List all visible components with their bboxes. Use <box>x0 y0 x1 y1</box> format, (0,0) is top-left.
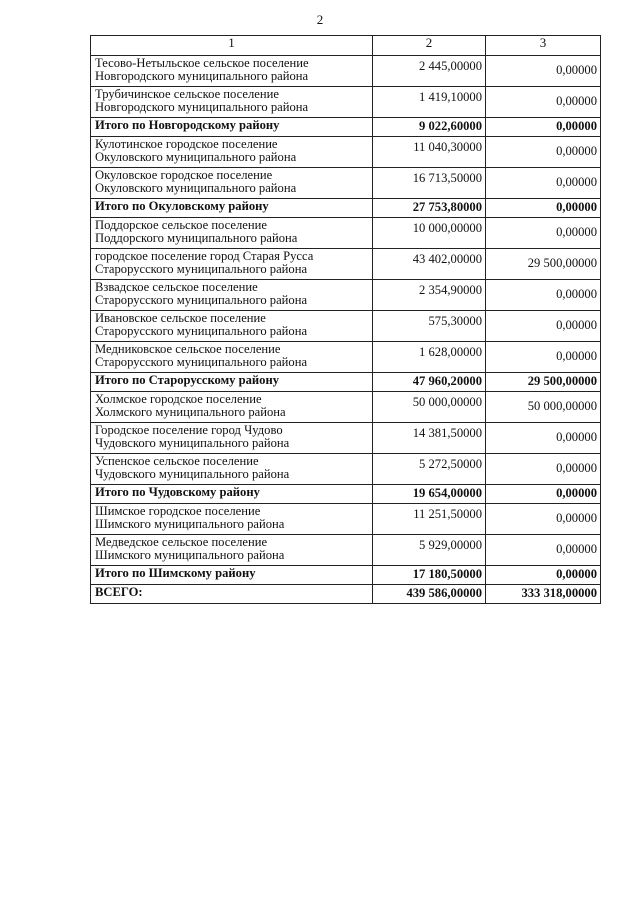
row-name-line: Итого по Шимскому району <box>95 566 256 580</box>
row-name-line: ВСЕГО: <box>95 585 143 599</box>
row-name-line: Шимского муниципального района <box>95 547 285 562</box>
table-total-row <box>91 585 601 604</box>
row-name-line: Окуловского муниципального района <box>95 149 297 164</box>
row-name-line: Итого по Чудовскому району <box>95 485 260 499</box>
table-row <box>91 249 601 280</box>
row-value-col2: 575,30000 <box>373 311 486 342</box>
table-total-row <box>91 118 601 137</box>
row-name-cell <box>91 218 373 249</box>
row-name-line: Трубичинское сельское поселение <box>95 87 279 101</box>
row-value-col3: 0,00000 <box>486 199 601 218</box>
table-row <box>91 342 601 373</box>
row-value-col3: 0,00000 <box>486 168 601 199</box>
row-name-line: Итого по Старорусскому району <box>95 373 280 387</box>
row-name-cell <box>91 137 373 168</box>
row-value-col3: 0,00000 <box>486 56 601 87</box>
column-header-1: 1 <box>91 36 373 56</box>
row-value-col3: 29 500,00000 <box>486 373 601 392</box>
row-value-col2: 27 753,80000 <box>373 199 486 218</box>
row-value-col2: 5 929,00000 <box>373 535 486 566</box>
row-name-line: Шимское городское поселение <box>95 504 261 518</box>
row-name-line: Чудовского муниципального района <box>95 466 290 481</box>
row-name-cell <box>91 504 373 535</box>
row-value-col3: 0,00000 <box>486 218 601 249</box>
row-name-cell <box>91 311 373 342</box>
column-header-2: 2 <box>373 36 486 56</box>
table-row <box>91 423 601 454</box>
table-total-row <box>91 199 601 218</box>
row-name-cell <box>91 87 373 118</box>
page-number: 2 <box>316 12 324 27</box>
row-name-cell <box>91 342 373 373</box>
row-name-cell <box>91 249 373 280</box>
row-name-line: Холмское городское поселение <box>95 392 262 406</box>
row-value-col2: 1 628,00000 <box>373 342 486 373</box>
row-value-col3: 0,00000 <box>486 504 601 535</box>
row-value-col2: 5 272,50000 <box>373 454 486 485</box>
row-value-col2: 17 180,50000 <box>373 566 486 585</box>
row-name-line: Поддорского муниципального района <box>95 230 298 245</box>
row-value-col2: 47 960,20000 <box>373 373 486 392</box>
table-row <box>91 504 601 535</box>
row-name-line: Ивановское сельское поселение <box>95 311 266 325</box>
row-name-line: Старорусского муниципального района <box>95 261 308 276</box>
row-name-cell <box>91 199 373 218</box>
row-name-line: Окуловское городское поселение <box>95 168 273 182</box>
row-value-col3: 0,00000 <box>486 87 601 118</box>
table-row <box>91 87 601 118</box>
row-name-cell <box>91 423 373 454</box>
row-name-line: Старорусского муниципального района <box>95 292 308 307</box>
table-total-row <box>91 485 601 504</box>
row-name-line: Тесово-Нетыльское сельское поселение <box>95 56 309 70</box>
row-value-col3: 0,00000 <box>486 566 601 585</box>
row-value-col3: 0,00000 <box>486 118 601 137</box>
row-name-cell <box>91 392 373 423</box>
column-header-3: 3 <box>486 36 601 56</box>
row-name-line: городское поселение город Старая Русса <box>95 249 314 263</box>
row-name-line: Поддорское сельское поселение <box>95 218 267 232</box>
row-name-line: Окуловского муниципального района <box>95 180 297 195</box>
row-name-line: Успенское сельское поселение <box>95 454 259 468</box>
table-row <box>91 168 601 199</box>
row-name-line: Итого по Окуловскому району <box>95 199 269 213</box>
row-value-col3: 50 000,00000 <box>486 392 601 423</box>
row-value-col2: 11 040,30000 <box>373 137 486 168</box>
row-value-col2: 1 419,10000 <box>373 87 486 118</box>
row-name-line: Новгородского муниципального района <box>95 68 309 83</box>
row-value-col2: 16 713,50000 <box>373 168 486 199</box>
row-name-line: Медниковское сельское поселение <box>95 342 281 356</box>
row-value-col2: 2 445,00000 <box>373 56 486 87</box>
row-value-col2: 2 354,90000 <box>373 280 486 311</box>
row-name-cell <box>91 56 373 87</box>
row-name-cell <box>91 280 373 311</box>
row-value-col3: 0,00000 <box>486 137 601 168</box>
row-name-line: Городское поселение город Чудово <box>95 423 283 437</box>
row-name-cell <box>91 454 373 485</box>
row-value-col2: 14 381,50000 <box>373 423 486 454</box>
table-row <box>91 535 601 566</box>
row-name-line: Чудовского муниципального района <box>95 435 290 450</box>
row-name-line: Старорусского муниципального района <box>95 323 308 338</box>
row-value-col2: 9 022,60000 <box>373 118 486 137</box>
table-body <box>91 56 601 604</box>
row-name-cell <box>91 373 373 392</box>
row-name-cell <box>91 485 373 504</box>
table-row <box>91 392 601 423</box>
table-row <box>91 218 601 249</box>
row-name-cell <box>91 168 373 199</box>
table-header-row <box>91 36 601 56</box>
table-row <box>91 280 601 311</box>
row-name-line: Итого по Новгородскому району <box>95 118 280 132</box>
row-name-line: Взвадское сельское поселение <box>95 280 258 294</box>
row-name-cell <box>91 566 373 585</box>
row-value-col2: 19 654,00000 <box>373 485 486 504</box>
row-name-line: Холмского муниципального района <box>95 404 286 419</box>
table-row <box>91 311 601 342</box>
row-value-col2: 439 586,00000 <box>373 585 486 604</box>
row-value-col3: 0,00000 <box>486 423 601 454</box>
row-value-col3: 0,00000 <box>486 311 601 342</box>
row-value-col2: 50 000,00000 <box>373 392 486 423</box>
row-name-cell <box>91 585 373 604</box>
table-total-row <box>91 373 601 392</box>
table-row <box>91 137 601 168</box>
row-value-col3: 0,00000 <box>486 485 601 504</box>
row-name-line: Кулотинское городское поселение <box>95 137 278 151</box>
row-value-col3: 333 318,00000 <box>486 585 601 604</box>
table-row <box>91 56 601 87</box>
table-row <box>91 454 601 485</box>
table-total-row <box>91 566 601 585</box>
row-value-col2: 10 000,00000 <box>373 218 486 249</box>
allocation-table <box>90 35 601 604</box>
row-name-line: Медведское сельское поселение <box>95 535 268 549</box>
row-name-line: Старорусского муниципального района <box>95 354 308 369</box>
row-value-col3: 0,00000 <box>486 454 601 485</box>
row-value-col2: 11 251,50000 <box>373 504 486 535</box>
row-value-col3: 0,00000 <box>486 342 601 373</box>
row-value-col3: 29 500,00000 <box>486 249 601 280</box>
row-value-col3: 0,00000 <box>486 280 601 311</box>
row-name-cell <box>91 118 373 137</box>
row-value-col3: 0,00000 <box>486 535 601 566</box>
row-name-line: Новгородского муниципального района <box>95 99 309 114</box>
row-name-line: Шимского муниципального района <box>95 516 285 531</box>
row-value-col2: 43 402,00000 <box>373 249 486 280</box>
row-name-cell <box>91 535 373 566</box>
